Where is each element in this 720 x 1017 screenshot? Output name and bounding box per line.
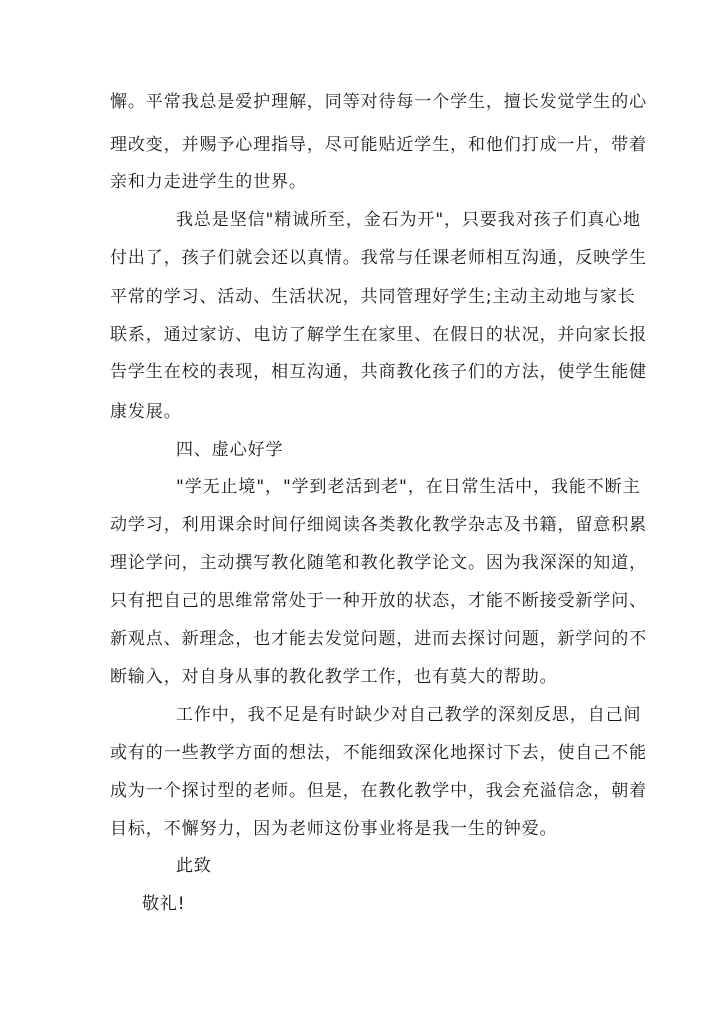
- paragraph-2-line-5: 告学生在校的表现，相互沟通，共商教化孩子们的方法，使学生能健: [110, 362, 647, 382]
- salutation: 敬礼!: [142, 894, 186, 914]
- paragraph-4-line-4: 目标，不懈努力，因为老师这份事业将是我一生的钟爱。: [110, 819, 558, 839]
- closing-phrase: 此致: [176, 856, 212, 876]
- paragraph-1-line-1: 懈。平常我总是爱护理解，同等对待每一个学生，擅长发觉学生的心: [110, 92, 647, 112]
- paragraph-2-line-6: 康发展。: [110, 402, 182, 422]
- paragraph-2-line-3: 平常的学习、活动、生活状况，共同管理好学生;主动主动地与家长: [110, 287, 636, 307]
- paragraph-2-line-2: 付出了，孩子们就会还以真情。我常与任课老师相互沟通，反映学生: [110, 248, 647, 268]
- paragraph-4-line-3: 成为一个探讨型的老师。但是，在教化教学中，我会充溢信念，朝着: [110, 781, 647, 801]
- paragraph-1-line-2: 理改变，并赐予心理指导，尽可能贴近学生，和他们打成一片，带着: [110, 135, 647, 155]
- section-heading: 四、虚心好学: [176, 440, 284, 460]
- paragraph-3-line-3: 理论学问，主动撰写教化随笔和教化教学论文。因为我深深的知道，: [110, 553, 647, 573]
- paragraph-3-line-2: 动学习，利用课余时间仔细阅读各类教化教学杂志及书籍，留意积累: [110, 515, 647, 535]
- paragraph-3-line-5: 新观点、新理念，也才能去发觉问题，进而去探讨问题，新学问的不: [110, 629, 647, 649]
- paragraph-3-line-1: "学无止境"，"学到老活到老"，在日常生活中，我能不断主: [176, 477, 641, 497]
- paragraph-3-line-4: 只有把自己的思维常常处于一种开放的状态，才能不断接受新学问、: [110, 591, 647, 611]
- paragraph-3-line-6: 断输入，对自身从事的教化教学工作，也有莫大的帮助。: [110, 667, 558, 687]
- paragraph-1-line-3: 亲和力走进学生的世界。: [110, 172, 307, 192]
- paragraph-4-line-1: 工作中，我不足是有时缺少对自己教学的深刻反思，自己间: [176, 705, 642, 725]
- paragraph-4-line-2: 或有的一些教学方面的想法，不能细致深化地探讨下去，使自己不能: [110, 743, 647, 763]
- paragraph-2-line-4: 联系，通过家访、电访了解学生在家里、在假日的状况，并向家长报: [110, 325, 647, 345]
- paragraph-2-line-1: 我总是坚信"精诚所至，金石为开"，只要我对孩子们真心地: [176, 210, 641, 230]
